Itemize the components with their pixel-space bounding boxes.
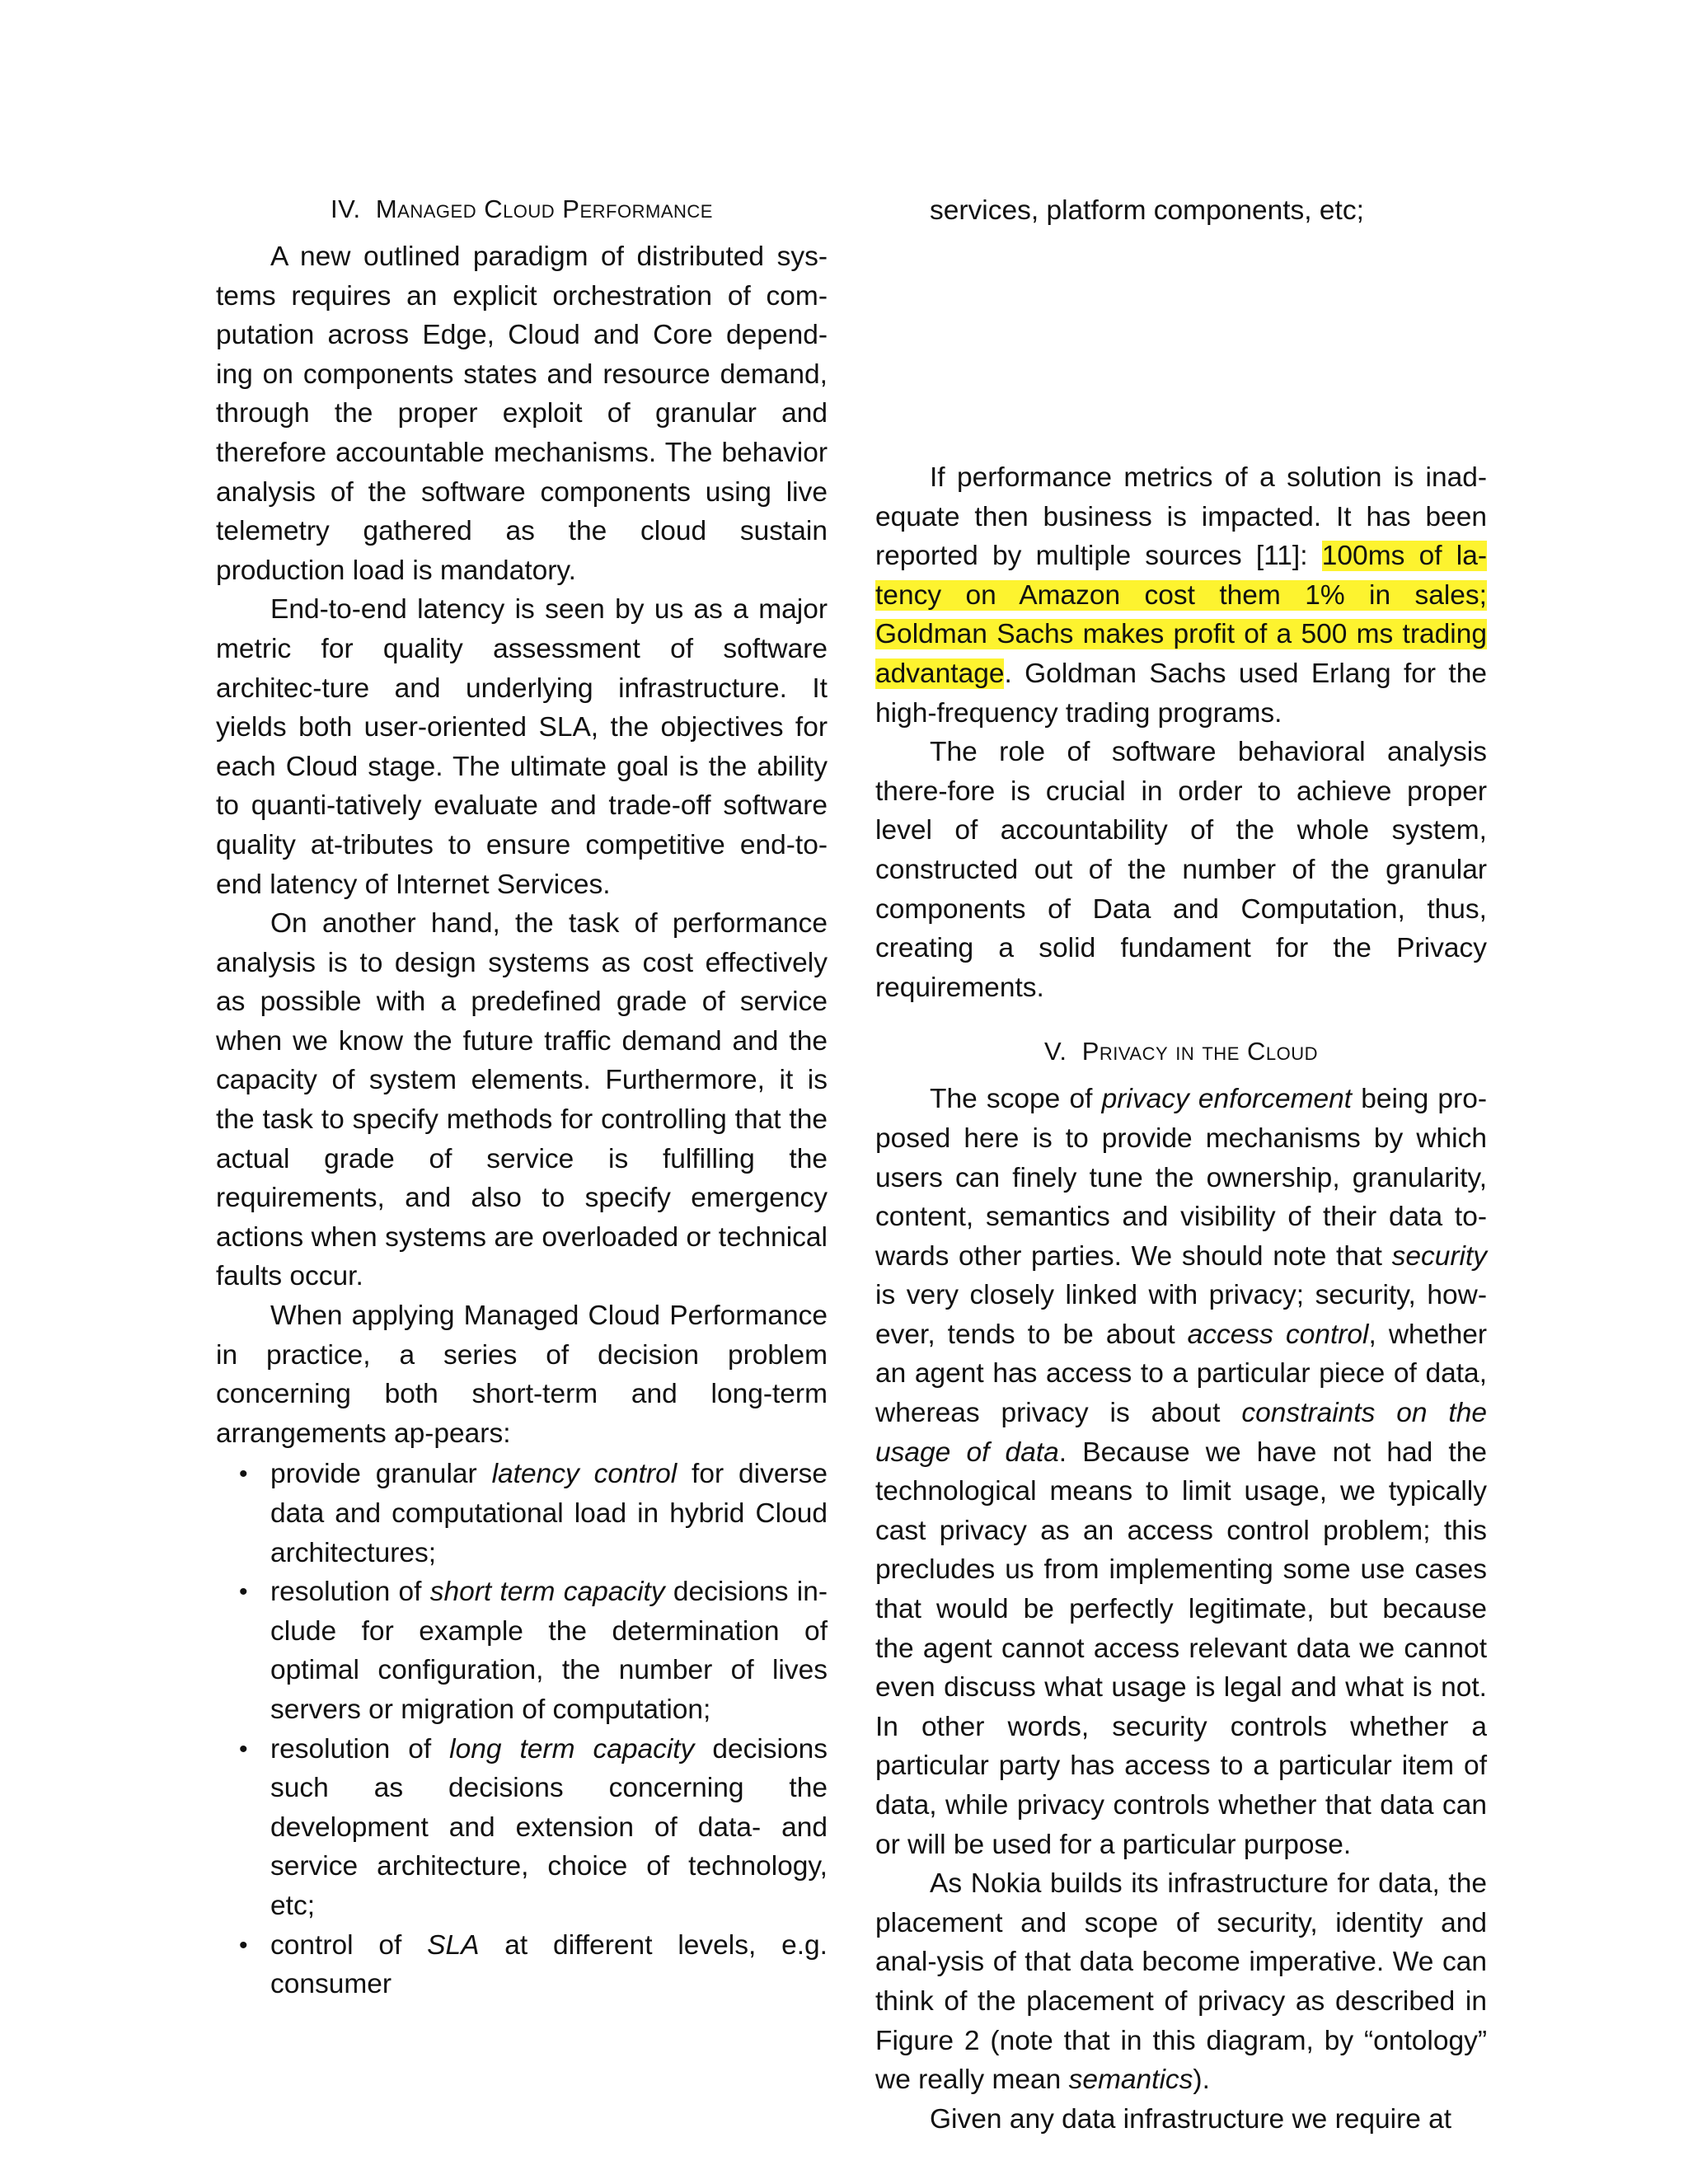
list-item: • resolution of short term capacity decisions in-clude for example the determination of optimal configuration, the number of lives servers or migration of computation;	[270, 1572, 828, 1729]
list-item: • resolution of long term capacity decisions such as decisions concerning the development and extension of data- and service architecture, choice of technology, etc;	[270, 1730, 828, 1926]
decision-problem-list	[216, 1455, 828, 2004]
section-4-paragraph-3: On another hand, the task of performance analysis is to design systems as cost effectively as possible with a predefined grade of service when we know the future traffic demand and the capacity of system elements. Furthermore, it is the task to specify methods for controlling that the actual grade of service is fulfilling the requirements, and also to specify emergency actions when systems are overloaded or technical faults occur.	[216, 908, 828, 1292]
list-item: • control of SLA at different levels, e.g. consumer	[270, 1926, 828, 2004]
list-item: • provide granular latency control for diverse data and computational load in hybrid Cloud architectures;	[270, 1455, 828, 1572]
section-4-paragraph-5: If performance metrics of a solution is inad-equate then business is impacted. It has been reported by multiple sources [11]: 100ms of la-tency on Amazon cost them 1% in sales; Goldman Sachs makes profit of a 500 ms trading advantage. Goldman Sachs used Erlang for the high-frequency trading programs.	[875, 462, 1487, 729]
section-4-title: Managed Cloud Performance	[375, 194, 713, 223]
highlighted-text: 100ms of la-tency on Amazon cost them 1% in sales; Goldman Sachs makes profit of a 500 ms trading advantage	[875, 541, 1487, 689]
section-4-paragraph-4: When applying Managed Cloud Performance in practice, a series of decision problem concerning both short-term and long-term arrangements ap-pears:	[216, 1301, 828, 1449]
section-5-paragraph-1: The scope of privacy enforcement being pro-posed here is to provide mechanisms by which users can finely tune the ownership, granularity, content, semantics and visibility of their data to-wards other parties. We should note that security is very closely linked with privacy; security, how-ever, tends to be about access control, whether an agent has access to a particular piece of data, whereas privacy is about constraints on the usage of data. Because we have not had the technological means to limit usage, we typically cast privacy as an access control problem; this precludes us from implementing some use cases that would be perfectly legitimate, but because the agent cannot access relevant data we cannot even discuss what usage is legal and what is not. In other words, security controls whether a particular party has access to a particular item of data, while privacy controls whether that data can or will be used for a particular purpose.	[875, 1084, 1488, 1860]
section-5-title: Privacy in the Cloud	[1081, 1037, 1318, 1066]
section-5-heading	[875, 1033, 1487, 1070]
section-4-paragraph-1: A new outlined paradigm of distributed sys-tems requires an explicit orchestration of com-putation across Edge, Cloud and Core depend-ing on components states and resource demand, through the proper exploit of granular and therefore accountable mechanisms. The behavior analysis of the software components using live telemetry gathered as the cloud sustain production load is mandatory.	[216, 241, 828, 586]
section-5-number: V.	[1044, 1037, 1067, 1066]
section-4-number: IV.	[331, 194, 361, 223]
section-4-heading	[216, 191, 828, 227]
list-item-continuation: services, platform components, etc;	[930, 195, 1364, 226]
section-5-paragraph-3: Given any data infrastructure we require at	[930, 2103, 1452, 2135]
left-column	[216, 191, 828, 2004]
right-column	[875, 191, 1487, 2139]
section-4-paragraph-2: End-to-end latency is seen by us as a major metric for quality assessment of software architec-ture and underlying infrastructure. It yields both user-oriented SLA, the objectives for each Cloud stage. The ultimate goal is the ability to quanti-tatively evaluate and trade-off software quality at-tributes to ensure competitive end-to-end latency of Internet Services.	[216, 594, 828, 900]
section-5-paragraph-2: As Nokia builds its infrastructure for data, the placement and scope of security, identity and anal-ysis of that data become imperative. We can think of the placement of privacy as described in Figure 2 (note that in this diagram, by “ontology” we really mean semantics).	[875, 1868, 1487, 2096]
section-4-paragraph-6: The role of software behavioral analysis there-fore is crucial in order to achieve proper level of accountability of the whole system, constructed out of the number of the granular components of Data and Computation, thus, creating a solid fundament for the Privacy requirements.	[875, 737, 1487, 1003]
